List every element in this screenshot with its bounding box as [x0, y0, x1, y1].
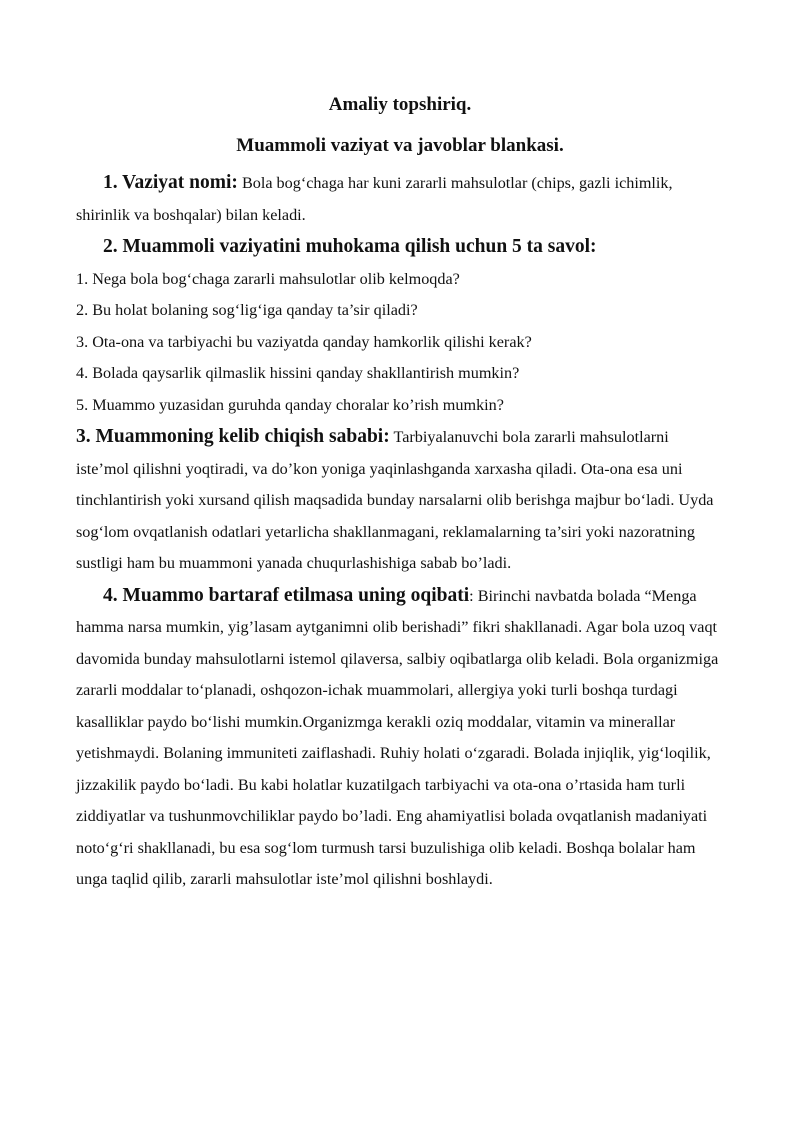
questions-list: [76, 264, 724, 422]
list-item: 3. Ota-ona va tarbiyachi bu vaziyatda qanday hamkorlik qilishi kerak?: [76, 332, 532, 351]
section-text: Bola bog‘chaga har kuni zararli mahsulotlar (chips, gazli ichimlik, shirinlik va boshqalar) bilan keladi.: [76, 174, 673, 224]
section-text: : Birinchi navbatda bolada “Menga hamma narsa mumkin, yig’lasam aytganimni olib berishadi” fikri shakllanadi. Agar bola uzoq vaqt davomida bunday mahsulotlarni istemol qilaversa, salbiy oqibatlarga olib keladi. Bola organizmiga zararli moddalar to‘planadi, oshqozon-ichak muammolari, allergiya yoki turli boshqa turdagi kasalliklar paydo bo‘lishi mumkin.Organizmga kerakli oziq moddalar, vitamin va minerallar yetishmaydi. Bolaning immuniteti zaiflashadi. Ruhiy holati o‘zgaradi. Bolada injiqlik, yig‘loqilik, jizzakilik paydo bo‘ladi. Bu kabi holatlar kuzatilgach tarbiyachi va ota-ona o’rtasida ham turli ziddiyatlar va tushunmovchiliklar paydo bo’ladi. Eng ahamiyatlisi bolada ovqatlanish madaniyati noto‘g‘ri shakllanadi, bu esa sog‘lom turmush tarsi buzulishiga olib keladi. Boshqa bolalar ham unga taqlid qilib, zararli mahsulotlar iste’mol qilishni boshlaydi.: [76, 586, 719, 888]
section-heading: 3. Muammoning kelib chiqish sababi:: [76, 426, 390, 447]
list-item: 4. Bolada qaysarlik qilmaslik hissini qanday shakllantirish mumkin?: [76, 364, 520, 382]
list-item: 1. Nega bola bog‘chaga zararli mahsulotlar olib kelmoqda?: [76, 269, 460, 288]
section-situation-name: [76, 167, 724, 231]
document-subtitle: Muammoli vaziyat va javoblar blankasi.: [236, 135, 564, 156]
document-title: Amaliy topshiriq.: [328, 94, 472, 115]
section-cause: [76, 421, 724, 580]
section-heading: 2. Muammoli vaziyatini muhokama qilish uchun 5 ta savol:: [103, 236, 597, 257]
section-heading: 4. Muammo bartaraf etilmasa uning oqibati: [103, 584, 470, 606]
section-questions-heading: [76, 231, 724, 264]
list-item: 2. Bu holat bolaning sog‘lig‘iga qanday ta’sir qiladi?: [76, 301, 418, 319]
list-item: 5. Muammo yuzasidan guruhda qanday choralar ko’rish mumkin?: [76, 395, 504, 414]
section-consequence: [76, 580, 724, 896]
section-heading: 1. Vaziyat nomi:: [103, 172, 238, 193]
section-text: Tarbiyalanuvchi bola zararli mahsulotlarni iste’mol qilishni yoqtiradi, va do’kon yoniga yaqinlashganda xarxasha qiladi. Ota-ona esa uni tinchlantirish yoki xursand qilish maqsadida bunday narsalarni olib berishga majbur bo‘ladi. Uyda sog‘lom ovqatlanish odatlari yetarlicha shakllanmagani, reklamalarning ta’siri yoki nazoratning sustligi ham bu muammoni yanada chuqurlashishiga sabab bo’ladi.: [76, 428, 714, 572]
